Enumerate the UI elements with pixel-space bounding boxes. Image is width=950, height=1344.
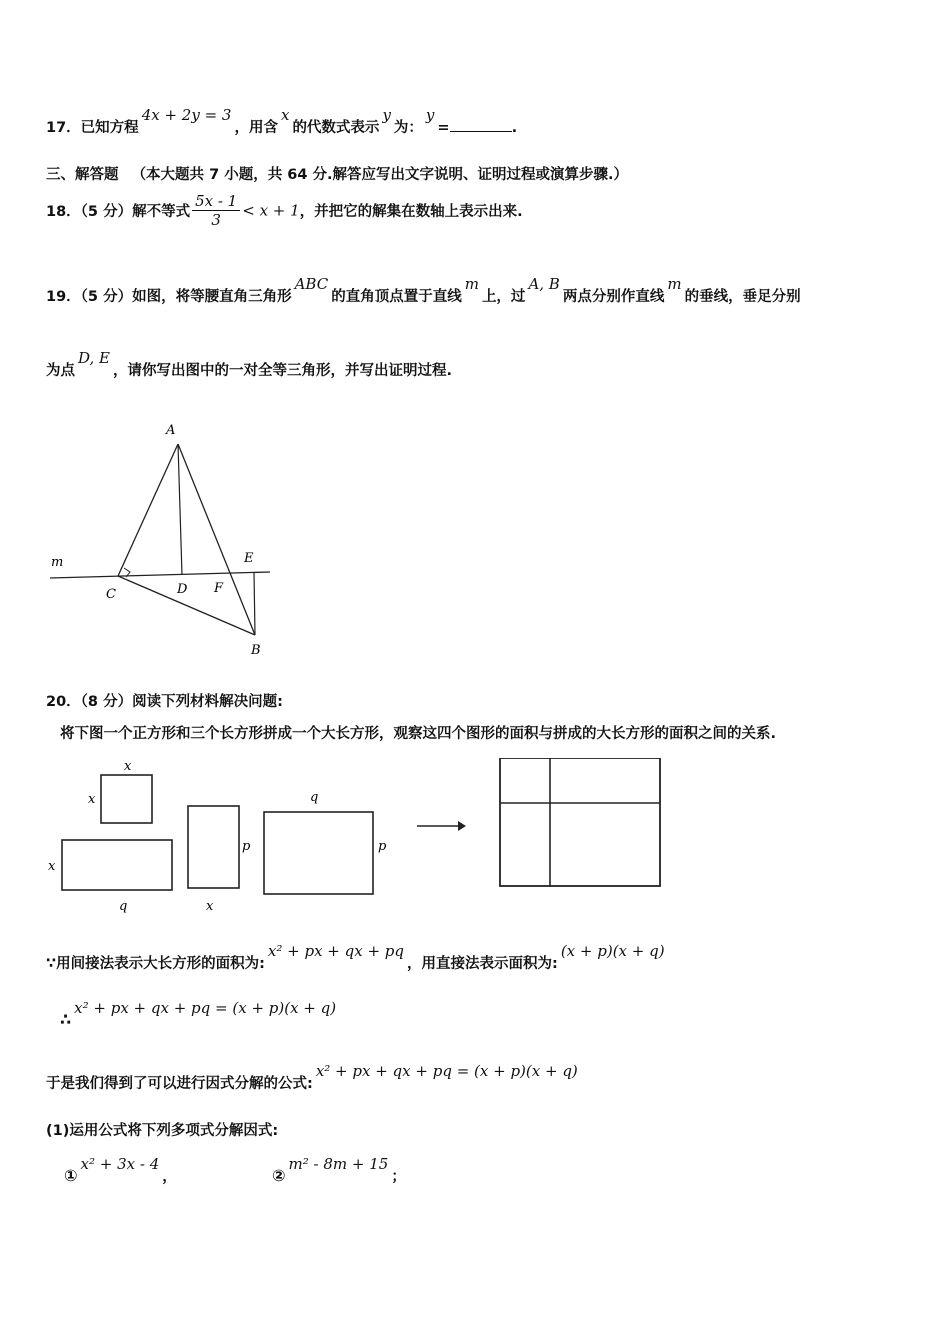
q20-intro: 将下图一个正方形和三个长方形拼成一个大长方形，观察这四个图形的面积与拼成的大长方形的面积之间的关系. [60, 726, 777, 742]
q17-mid3: 为： [393, 120, 423, 136]
q20-direct-expr: (x + p)(x + q) [560, 942, 665, 960]
label-d: D [177, 582, 188, 597]
q19-line2-end: ，请你写出图中的一对全等三角形，并写出证明过程. [112, 363, 452, 379]
q19-line2-lead: 为点 [46, 363, 75, 379]
q17-answer-blank [450, 117, 512, 132]
q19-triangle: ABC [294, 275, 329, 293]
q19-points-de: D, E [78, 349, 110, 367]
question-20 [46, 690, 283, 711]
q19-mid2: 上，过 [481, 289, 526, 305]
label-m: m [51, 555, 64, 570]
q20-because-lead: ∵用间接法表示大长方形的面积为: [46, 956, 265, 972]
segment-be [254, 572, 255, 635]
q18-frac-num: 5x - 1 [192, 192, 240, 211]
item2-end: ； [391, 1169, 406, 1185]
square-top-label: x [124, 759, 132, 774]
question-17 [46, 106, 518, 137]
q19-triangle-figure [44, 416, 284, 666]
q20-identity: x² + px + qx + pq = (x + p)(x + q) [74, 999, 337, 1017]
q20-formula-line [46, 1062, 581, 1093]
q20-indirect-expr: x² + px + qx + pq [267, 942, 405, 960]
item1-end: ， [162, 1169, 177, 1185]
rect-pq-top-label: q [310, 790, 319, 805]
q20-part1-text: (1)运用公式将下列多项式分解因式: [46, 1123, 279, 1139]
segment-ad [178, 444, 182, 575]
label-e: E [244, 551, 254, 566]
q17-end: . [511, 120, 518, 136]
rect-px-right-label: p [242, 839, 251, 854]
line-m [50, 572, 270, 578]
item1-expression: x² + 3x - 4 [80, 1155, 160, 1173]
q17-var-y: y [382, 106, 391, 124]
therefore-symbol: ∴ [60, 1010, 72, 1029]
item2-number: ② [272, 1166, 286, 1185]
q17-mid2: 的代数式表示 [292, 120, 380, 136]
arrow-head [458, 821, 466, 831]
section-3-header [46, 163, 628, 184]
rect-xq-left-label: x [48, 859, 56, 874]
side-ac [118, 444, 178, 576]
q18-fraction [192, 192, 240, 229]
q18-frac-den: 3 [211, 211, 221, 229]
q20-item2 [272, 1155, 406, 1186]
section-3-title: 三、解答题 [46, 167, 119, 183]
question-18 [46, 192, 523, 229]
rect-x-q [62, 840, 172, 890]
item1-number: ① [64, 1166, 78, 1185]
q17-y: y [425, 106, 435, 124]
rect-p-x [188, 806, 239, 888]
big-rectangle [500, 758, 660, 886]
question-20-intro [60, 722, 776, 743]
q17-lead: 17．已知方程 [46, 120, 139, 136]
q19-mid3: 两点分别作直线 [562, 289, 665, 305]
square-x [101, 775, 152, 823]
section-3-note: （本大题共 7 小题，共 64 分.解答应写出文字说明、证明过程或演算步骤.） [131, 167, 629, 183]
q20-because-line [46, 942, 668, 973]
rect-p-q [264, 812, 373, 894]
q20-because-mid: ，用直接法表示面积为: [407, 956, 558, 972]
q17-mid1: ，用含 [234, 120, 278, 136]
q20-lead: 20．（8 分）阅读下列材料解决问题: [46, 694, 283, 710]
q18-lead: 18．（5 分）解不等式 [46, 204, 191, 220]
q20-item1 [64, 1155, 177, 1186]
q18-end: ，并把它的解集在数轴上表示出来. [299, 204, 523, 220]
label-c: C [106, 587, 116, 602]
question-19-line2 [46, 349, 452, 380]
rect-px-bottom-label: x [206, 899, 214, 914]
q17-eq-sign: = [437, 120, 450, 136]
question-19 [46, 275, 801, 306]
rect-pq-right-label: p [378, 839, 387, 854]
q19-lead: 19．（5 分）如图，将等腰直角三角形 [46, 289, 292, 305]
q17-var-x: x [280, 106, 290, 124]
q20-rectangles-figure [44, 758, 684, 918]
q20-formula: x² + px + qx + pq = (x + p)(x + q) [315, 1062, 578, 1080]
q20-formula-lead: 于是我们得到了可以进行因式分解的公式: [46, 1076, 313, 1092]
q19-line-m: m [464, 275, 479, 293]
q19-mid4: 的垂线，垂足分别 [684, 289, 801, 305]
label-f: F [214, 581, 224, 596]
q17-equation: 4x + 2y = 3 [141, 106, 232, 124]
q20-part1 [46, 1119, 278, 1140]
item2-expression: m² - 8m + 15 [288, 1155, 389, 1173]
q19-points-ab: A, B [528, 275, 560, 293]
q19-mid1: 的直角顶点置于直线 [331, 289, 462, 305]
q19-line-m2: m [667, 275, 682, 293]
label-a: A [166, 423, 176, 438]
rect-xq-bottom-label: q [119, 899, 128, 914]
q18-rhs: < x + 1 [242, 201, 300, 220]
label-b: B [251, 643, 261, 658]
square-left-label: x [88, 792, 96, 807]
q20-therefore-line [60, 999, 339, 1029]
